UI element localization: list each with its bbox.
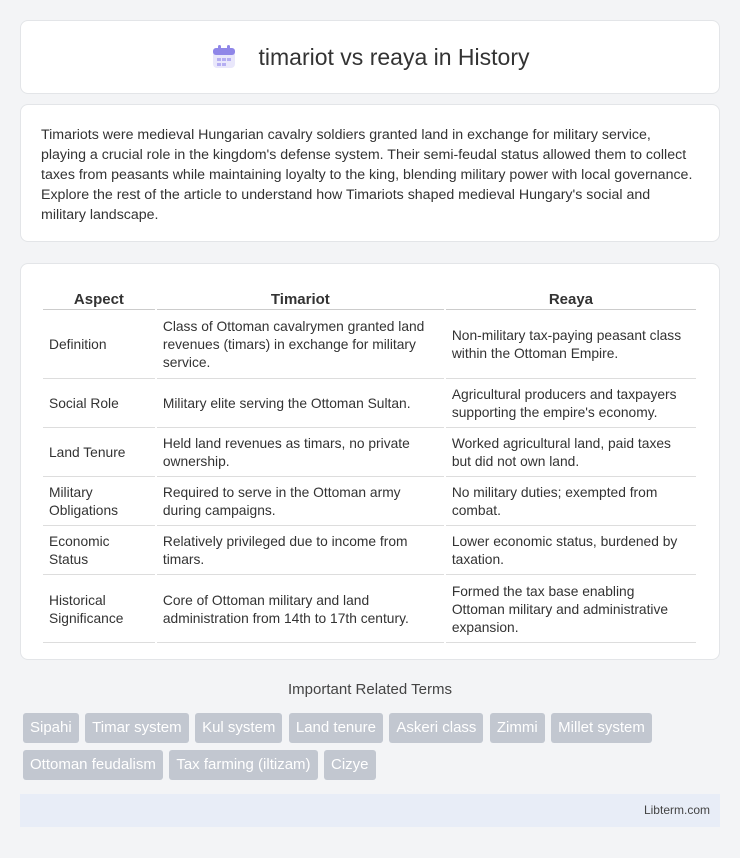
reaya-cell: Worked agricultural land, paid taxes but did not own land. [446, 430, 696, 477]
calendar-icon [211, 44, 237, 70]
tag-kul-system[interactable]: Kul system [195, 713, 282, 743]
tag-sipahi[interactable]: Sipahi [23, 713, 79, 743]
aspect-cell: Definition [43, 312, 155, 379]
comparison-table [41, 286, 698, 645]
comparison-card [20, 263, 720, 660]
footer-site-link[interactable]: Libterm.com [643, 803, 710, 817]
table-row [43, 430, 696, 477]
timariot-cell: Military elite serving the Ottoman Sultan. [157, 381, 444, 428]
reaya-cell: Lower economic status, burdened by taxation. [446, 528, 696, 575]
intro-text: Timariots were medieval Hungarian cavalry soldiers granted land in exchange for military service, playing a crucial role in the kingdom's defense system. Their semi-feudal status allowed them to collect taxes from peasants while maintaining loyalty to the king, blending military power with local governance. Explore the rest of the article to understand how Timariots shaped medieval Hungary's social and military landscape. [41, 127, 693, 223]
timariot-cell: Class of Ottoman cavalrymen granted land revenues (timars) in exchange for military service. [157, 312, 444, 379]
tag-tax-farming[interactable]: Tax farming (iltizam) [169, 750, 317, 780]
column-header-timariot: Timariot [157, 288, 444, 310]
timariot-cell: Core of Ottoman military and land administration from 14th to 17th century. [157, 577, 444, 643]
page-footer [20, 794, 720, 827]
table-row [43, 479, 696, 526]
aspect-cell: Social Role [43, 381, 155, 428]
related-terms-heading: Important Related Terms [288, 681, 452, 698]
related-terms-list [23, 713, 723, 787]
page-title: timariot vs reaya in History [258, 43, 530, 70]
reaya-cell: No military duties; exempted from combat. [446, 479, 696, 526]
timariot-cell: Relatively privileged due to income from timars. [157, 528, 444, 575]
column-header-aspect: Aspect [43, 288, 155, 310]
table-row [43, 577, 696, 643]
tag-land-tenure[interactable]: Land tenure [289, 713, 383, 743]
column-header-reaya: Reaya [446, 288, 696, 310]
timariot-cell: Required to serve in the Ottoman army during campaigns. [157, 479, 444, 526]
tag-ottoman-feudalism[interactable]: Ottoman feudalism [23, 750, 163, 780]
timariot-cell: Held land revenues as timars, no private ownership. [157, 430, 444, 477]
aspect-cell: Economic Status [43, 528, 155, 575]
reaya-cell: Formed the tax base enabling Ottoman military and administrative expansion. [446, 577, 696, 643]
tag-zimmi[interactable]: Zimmi [490, 713, 545, 743]
tag-millet-system[interactable]: Millet system [551, 713, 652, 743]
table-header-row [43, 288, 696, 310]
tag-cizye[interactable]: Cizye [324, 750, 376, 780]
aspect-cell: Military Obligations [43, 479, 155, 526]
page-header [20, 20, 720, 94]
table-row [43, 528, 696, 575]
tag-askeri-class[interactable]: Askeri class [389, 713, 483, 743]
table-row [43, 312, 696, 379]
aspect-cell: Land Tenure [43, 430, 155, 477]
reaya-cell: Non-military tax-paying peasant class within the Ottoman Empire. [446, 312, 696, 379]
intro-card [20, 104, 720, 242]
reaya-cell: Agricultural producers and taxpayers supporting the empire's economy. [446, 381, 696, 428]
table-row [43, 381, 696, 428]
tag-timar-system[interactable]: Timar system [85, 713, 188, 743]
aspect-cell: Historical Significance [43, 577, 155, 643]
